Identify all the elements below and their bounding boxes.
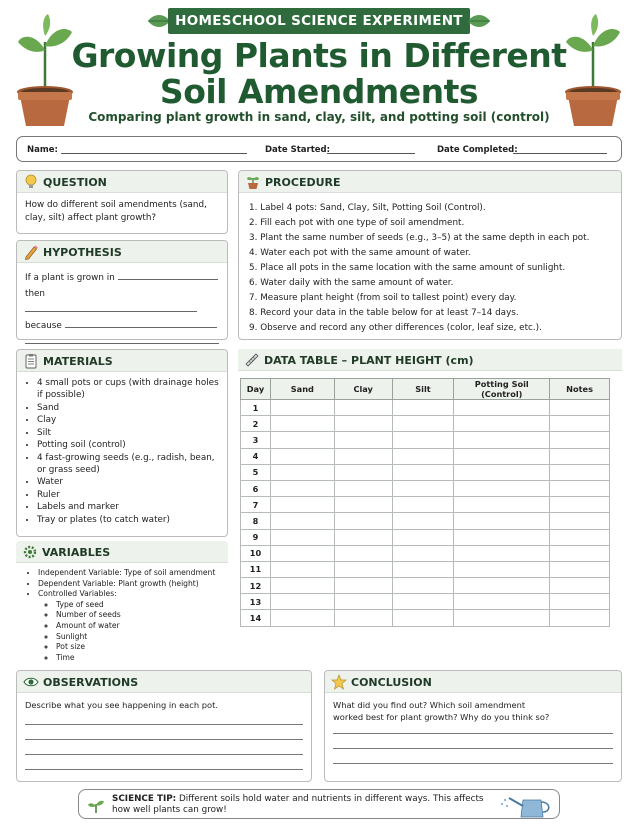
measurement-cell[interactable]	[454, 545, 550, 561]
measurement-cell[interactable]	[550, 400, 610, 416]
measurement-cell[interactable]	[392, 448, 454, 464]
conclusion-line[interactable]	[333, 763, 613, 764]
question-title: QUESTION	[43, 176, 107, 189]
hypothesis-panel	[16, 240, 228, 340]
page-title	[60, 38, 578, 110]
measurement-cell[interactable]	[270, 561, 334, 577]
measurement-cell[interactable]	[392, 432, 454, 448]
pencil-icon	[23, 244, 39, 260]
observations-line[interactable]	[25, 754, 303, 755]
data-table-title: DATA TABLE – PLANT HEIGHT (cm)	[264, 354, 474, 367]
measurement-cell[interactable]	[454, 529, 550, 545]
measurement-cell[interactable]	[550, 464, 610, 480]
list-item: • Independent Variable: Type of soil amendment	[38, 568, 220, 578]
measurement-cell[interactable]	[454, 416, 550, 432]
measurement-cell[interactable]	[270, 594, 334, 610]
measurement-cell[interactable]	[392, 480, 454, 496]
table-row	[241, 464, 610, 480]
measurement-cell[interactable]	[454, 594, 550, 610]
day-cell: 8	[241, 513, 271, 529]
day-cell: 11	[241, 561, 271, 577]
measurement-cell[interactable]	[270, 400, 334, 416]
banner-label: HOMESCHOOL SCIENCE EXPERIMENT	[168, 8, 470, 34]
list-item: 1. Label 4 pots: Sand, Clay, Silt, Potting Soil (Control).	[249, 203, 486, 213]
measurement-cell[interactable]	[550, 578, 610, 594]
measurement-cell[interactable]	[550, 610, 610, 626]
list-item: ◦ Amount of water	[56, 621, 220, 631]
day-cell: 10	[241, 545, 271, 561]
measurement-cell[interactable]	[454, 448, 550, 464]
measurement-cell[interactable]	[270, 432, 334, 448]
table-row	[241, 610, 610, 626]
measurement-cell[interactable]	[334, 578, 392, 594]
measurement-cell[interactable]	[334, 464, 392, 480]
measurement-cell[interactable]	[550, 545, 610, 561]
materials-panel	[16, 349, 228, 537]
hypothesis-extra-field[interactable]	[25, 334, 219, 344]
date-started-label: Date Started:	[265, 145, 331, 155]
measurement-cell[interactable]	[454, 480, 550, 496]
data-table	[240, 378, 610, 627]
measurement-cell[interactable]	[334, 400, 392, 416]
conclusion-title: CONCLUSION	[351, 676, 432, 689]
list-item: ◦ Time	[56, 653, 220, 663]
tip-text	[112, 794, 492, 816]
measurement-cell[interactable]	[454, 432, 550, 448]
measurement-cell[interactable]	[334, 610, 392, 626]
hypothesis-if-label: If a plant is grown in	[25, 273, 115, 283]
measurement-cell[interactable]	[454, 610, 550, 626]
list-item: 9. Observe and record any other differences (color, leaf size, etc.).	[249, 323, 542, 333]
measurement-cell[interactable]	[550, 448, 610, 464]
name-label: Name:	[27, 145, 58, 155]
title-line: Soil Amendments	[159, 72, 479, 111]
list-item: ◦ Type of seed	[56, 600, 220, 610]
list-item: • Sand	[37, 402, 219, 414]
procedure-title: PROCEDURE	[265, 176, 341, 189]
measurement-cell[interactable]	[392, 594, 454, 610]
list-item: • Potting soil (control)	[37, 439, 219, 451]
tip-label: SCIENCE TIP:	[112, 794, 177, 804]
measurement-cell[interactable]	[392, 513, 454, 529]
page-subtitle: Comparing plant growth in sand, clay, silt, and potting soil (control)	[88, 110, 550, 124]
procedure-list	[249, 202, 613, 337]
date-completed-label: Date Completed:	[437, 145, 518, 155]
table-row	[241, 513, 610, 529]
measurement-cell[interactable]	[454, 400, 550, 416]
eye-icon	[23, 674, 39, 690]
leaf-icon	[466, 13, 492, 29]
table-row	[241, 561, 610, 577]
list-item: 2. Fill each pot with one type of soil amendment.	[249, 218, 465, 228]
measurement-cell[interactable]	[270, 480, 334, 496]
list-item: • Labels and marker	[37, 501, 219, 513]
list-item: 5. Place all pots in the same location with the same amount of sunlight.	[249, 263, 566, 273]
star-icon	[331, 674, 347, 690]
materials-list	[25, 377, 219, 526]
list-item: • Silt	[37, 427, 219, 439]
measurement-cell[interactable]	[334, 513, 392, 529]
measurement-cell[interactable]	[334, 529, 392, 545]
table-row	[241, 529, 610, 545]
day-cell: 2	[241, 416, 271, 432]
day-cell: 4	[241, 448, 271, 464]
measurement-cell[interactable]	[392, 529, 454, 545]
measurement-cell[interactable]	[550, 529, 610, 545]
watering-can-icon	[499, 792, 555, 818]
measurement-cell[interactable]	[392, 578, 454, 594]
lightbulb-icon	[23, 174, 39, 190]
day-cell: 12	[241, 578, 271, 594]
day-cell: 13	[241, 594, 271, 610]
column-header: Silt	[392, 379, 454, 400]
conclusion-line[interactable]	[333, 748, 613, 749]
list-item: • Dependent Variable: Plant growth (height)	[38, 579, 220, 589]
hypothesis-then-label: then	[25, 289, 46, 299]
list-item: • 4 fast-growing seeds (e.g., radish, bean, or grass seed)	[37, 452, 219, 476]
measurement-cell[interactable]	[270, 497, 334, 513]
sprout-icon	[87, 796, 105, 814]
variables-list	[26, 568, 220, 663]
measurement-cell[interactable]	[550, 594, 610, 610]
header-banner	[146, 8, 492, 34]
measurement-cell[interactable]	[270, 578, 334, 594]
conclusion-line[interactable]	[333, 733, 613, 734]
list-item: • Clay	[37, 414, 219, 426]
observations-line[interactable]	[25, 739, 303, 740]
table-row	[241, 480, 610, 496]
measurement-cell[interactable]	[334, 497, 392, 513]
list-item	[38, 589, 220, 663]
day-cell: 6	[241, 480, 271, 496]
table-row	[241, 578, 610, 594]
table-row	[241, 432, 610, 448]
observations-panel	[16, 670, 312, 782]
hypothesis-then-field[interactable]	[25, 302, 197, 312]
measurement-cell[interactable]	[334, 594, 392, 610]
observations-line[interactable]	[25, 769, 303, 770]
name-field[interactable]	[61, 153, 247, 154]
measurement-cell[interactable]	[392, 610, 454, 626]
table-row	[241, 545, 610, 561]
table-row	[241, 400, 610, 416]
day-cell: 1	[241, 400, 271, 416]
list-item: • Water	[37, 476, 219, 488]
question-text: How do different soil amendments (sand, clay, silt) affect plant growth?	[25, 200, 207, 223]
science-tip	[78, 789, 560, 819]
measurement-cell[interactable]	[334, 432, 392, 448]
observations-prompt: Describe what you see happening in each pot.	[25, 700, 218, 710]
list-item: • 4 small pots or cups (with drainage holes if possible)	[37, 377, 219, 401]
measurement-cell[interactable]	[270, 513, 334, 529]
day-cell: 3	[241, 432, 271, 448]
measurement-cell[interactable]	[454, 497, 550, 513]
variables-panel	[16, 541, 228, 663]
observations-title: OBSERVATIONS	[43, 676, 139, 689]
day-cell: 14	[241, 610, 271, 626]
date-started-field[interactable]	[327, 153, 415, 154]
column-header: Notes	[550, 379, 610, 400]
procedure-panel	[238, 170, 622, 340]
list-item: 4. Water each pot with the same amount of water.	[249, 248, 471, 258]
measurement-cell[interactable]	[334, 480, 392, 496]
measurement-cell[interactable]	[550, 416, 610, 432]
variables-title: VARIABLES	[42, 546, 111, 559]
measurement-cell[interactable]	[334, 561, 392, 577]
measurement-cell[interactable]	[270, 464, 334, 480]
measurement-cell[interactable]	[334, 416, 392, 432]
hypothesis-if-field[interactable]	[118, 270, 218, 280]
table-row	[241, 416, 610, 432]
table-row	[241, 448, 610, 464]
list-item: ◦ Sunlight	[56, 632, 220, 642]
gear-icon	[22, 544, 38, 560]
measurement-cell[interactable]	[392, 545, 454, 561]
list-item: ◦ Number of seeds	[56, 610, 220, 620]
measurement-cell[interactable]	[550, 432, 610, 448]
column-header: Day	[241, 379, 271, 400]
measurement-cell[interactable]	[334, 448, 392, 464]
conclusion-prompt: What did you find out? Which soil amendment worked best for plant growth? Why do you think so?	[333, 700, 550, 722]
measurement-cell[interactable]	[392, 416, 454, 432]
list-item: • Ruler	[37, 489, 219, 501]
measurement-cell[interactable]	[392, 561, 454, 577]
hypothesis-because-field[interactable]	[65, 318, 217, 328]
date-completed-field[interactable]	[513, 153, 607, 154]
measurement-cell[interactable]	[454, 578, 550, 594]
question-panel	[16, 170, 228, 234]
measurement-cell[interactable]	[270, 416, 334, 432]
measurement-cell[interactable]	[334, 545, 392, 561]
controlled-label: Controlled Variables:	[38, 589, 117, 599]
measurement-cell[interactable]	[550, 561, 610, 577]
measurement-cell[interactable]	[550, 497, 610, 513]
column-header: Clay	[334, 379, 392, 400]
measurement-cell[interactable]	[454, 464, 550, 480]
table-row	[241, 594, 610, 610]
list-item: 8. Record your data in the table below for at least 7–14 days.	[249, 308, 519, 318]
measurement-cell[interactable]	[392, 464, 454, 480]
clipboard-icon	[23, 353, 39, 369]
hypothesis-because-label: because	[25, 321, 62, 331]
list-item: 6. Water daily with the same amount of water.	[249, 278, 454, 288]
ruler-icon	[244, 352, 260, 368]
conclusion-panel	[324, 670, 622, 782]
hypothesis-title: HYPOTHESIS	[43, 246, 122, 259]
observations-line[interactable]	[25, 724, 303, 725]
list-item: • Tray or plates (to catch water)	[37, 514, 219, 526]
day-cell: 9	[241, 529, 271, 545]
measurement-cell[interactable]	[270, 545, 334, 561]
tip-body: Different soils hold water and nutrients in different ways. This affects how well plants can grow!	[112, 794, 484, 815]
measurement-cell[interactable]	[550, 480, 610, 496]
day-cell: 5	[241, 464, 271, 480]
measurement-cell[interactable]	[270, 448, 334, 464]
table-row	[241, 497, 610, 513]
measurement-cell[interactable]	[392, 497, 454, 513]
potted-plant-icon	[245, 174, 261, 190]
title-line: Growing Plants in Different	[71, 36, 567, 75]
measurement-cell[interactable]	[392, 400, 454, 416]
measurement-cell[interactable]	[270, 610, 334, 626]
measurement-cell[interactable]	[550, 513, 610, 529]
list-item: ◦ Pot size	[56, 642, 220, 652]
list-item: 3. Plant the same number of seeds (e.g., 3–5) at the same depth in each pot.	[249, 233, 590, 243]
list-item: 7. Measure plant height (from soil to tallest point) every day.	[249, 293, 517, 303]
column-header: Sand	[270, 379, 334, 400]
measurement-cell[interactable]	[454, 561, 550, 577]
column-header: Potting Soil (Control)	[454, 379, 550, 400]
measurement-cell[interactable]	[454, 513, 550, 529]
day-cell: 7	[241, 497, 271, 513]
name-date-bar	[16, 136, 622, 162]
materials-title: MATERIALS	[43, 355, 113, 368]
measurement-cell[interactable]	[270, 529, 334, 545]
